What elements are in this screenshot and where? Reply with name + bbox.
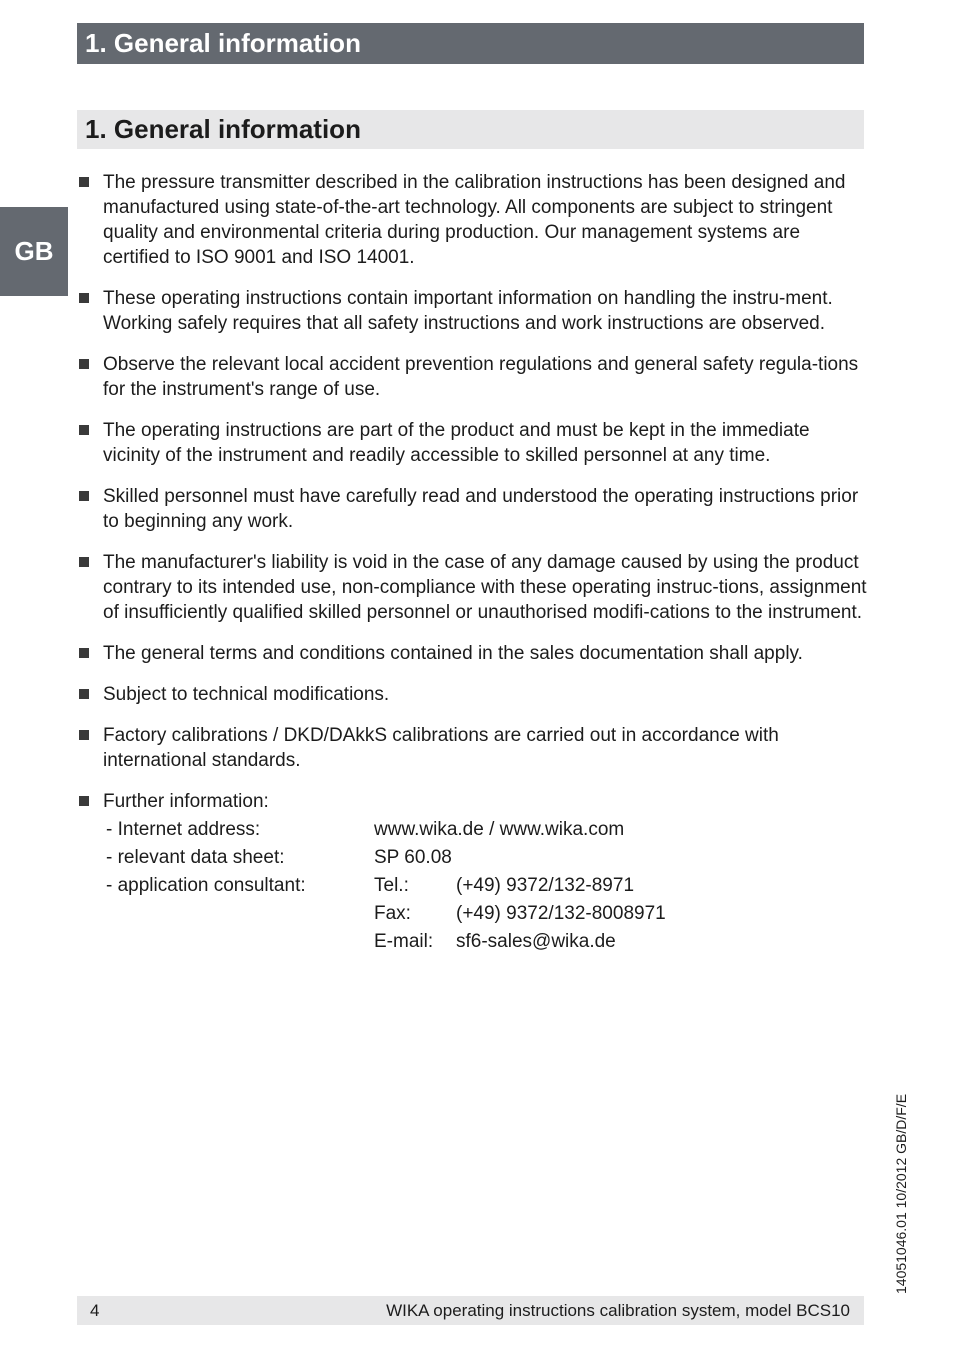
email-row bbox=[106, 929, 666, 957]
document-code: 14051046.01 10/2012 GB/D/F/E bbox=[893, 1093, 909, 1294]
internet-value: www.wika.de / www.wika.com bbox=[374, 819, 625, 840]
list-item bbox=[77, 550, 867, 625]
list-item-text: These operating instructions contain important information on handling the instru-ment. Working safely requires that all safety instructions and work instructions are observed. bbox=[103, 288, 833, 334]
bullet-square-icon bbox=[79, 491, 89, 501]
list-item-text: Skilled personnel must have carefully read and understood the operating instructions prior to beginning any work. bbox=[103, 486, 859, 532]
consultant-label: - application consultant: bbox=[106, 875, 306, 896]
list-item bbox=[77, 170, 867, 270]
datasheet-row bbox=[106, 845, 666, 873]
list-item-text: The pressure transmitter described in the calibration instructions has been designed and manufactured using state-of-the-art technology. All components are subject to stringent quality and environmental criteria during production. Our management systems are certified to ISO 9001 and ISO 14001. bbox=[103, 172, 846, 268]
internet-row bbox=[106, 817, 666, 845]
chapter-title: 1. General information bbox=[85, 28, 361, 58]
fax-label: Fax: bbox=[374, 903, 411, 924]
list-item-text: Subject to technical modifications. bbox=[103, 684, 390, 705]
list-item-text: The manufacturer's liability is void in the case of any damage caused by using the product contrary to its intended use, non-compliance with these operating instruc-tions, assignment of insufficiently qualified skilled personnel or unauthorised modifi-cations to the instrument. bbox=[103, 552, 867, 623]
language-tab-label: GB bbox=[14, 236, 54, 266]
bullet-list bbox=[77, 170, 867, 973]
bullet-square-icon bbox=[79, 689, 89, 699]
list-item-text: Factory calibrations / DKD/DAkkS calibrations are carried out in accordance with international standards. bbox=[103, 725, 779, 771]
language-tab bbox=[0, 207, 68, 296]
tel-label: Tel.: bbox=[374, 875, 409, 896]
email-value: sf6-sales@wika.de bbox=[456, 931, 616, 952]
contact-table bbox=[106, 817, 666, 957]
bullet-square-icon bbox=[79, 796, 89, 806]
email-label: E-mail: bbox=[374, 931, 434, 952]
bullet-square-icon bbox=[79, 557, 89, 567]
list-item bbox=[77, 418, 867, 468]
fax-value: (+49) 9372/132-8008971 bbox=[456, 903, 666, 924]
bullet-square-icon bbox=[79, 425, 89, 435]
list-item-text: The operating instructions are part of the product and must be kept in the immediate vicinity of the instrument and readily accessible to skilled personnel at any time. bbox=[103, 420, 810, 466]
page-number: 4 bbox=[90, 1301, 100, 1320]
list-item-text: The general terms and conditions contained in the sales documentation shall apply. bbox=[103, 643, 803, 664]
further-information-item bbox=[77, 789, 867, 957]
chapter-header bbox=[77, 23, 864, 64]
datasheet-label: - relevant data sheet: bbox=[106, 847, 285, 868]
bullet-square-icon bbox=[79, 648, 89, 658]
list-item bbox=[77, 352, 867, 402]
further-information-label: Further information: bbox=[103, 791, 269, 812]
section-header bbox=[77, 110, 864, 149]
internet-label: - Internet address: bbox=[106, 819, 261, 840]
tel-value: (+49) 9372/132-8971 bbox=[456, 875, 635, 896]
bullet-square-icon bbox=[79, 730, 89, 740]
page-footer bbox=[77, 1296, 864, 1325]
tel-row bbox=[106, 873, 666, 901]
bullet-square-icon bbox=[79, 293, 89, 303]
section-title: 1. General information bbox=[85, 114, 361, 144]
list-item bbox=[77, 484, 867, 534]
fax-row bbox=[106, 901, 666, 929]
list-item bbox=[77, 641, 867, 666]
list-item bbox=[77, 723, 867, 773]
bullet-square-icon bbox=[79, 359, 89, 369]
list-item-text: Observe the relevant local accident prevention regulations and general safety regula-tions for the instrument's range of use. bbox=[103, 354, 859, 400]
datasheet-value: SP 60.08 bbox=[374, 847, 452, 868]
list-item bbox=[77, 286, 867, 336]
footer-text: WIKA operating instructions calibration system, model BCS10 bbox=[386, 1301, 850, 1320]
list-item bbox=[77, 682, 867, 707]
bullet-square-icon bbox=[79, 177, 89, 187]
